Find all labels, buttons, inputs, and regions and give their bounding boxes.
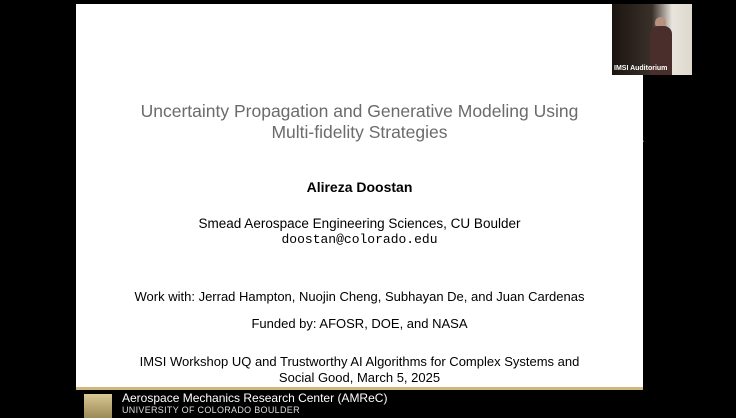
title-line-2: Multi-fidelity Strategies — [271, 122, 448, 142]
university-name: UNIVERSITY OF COLORADO BOULDER — [122, 405, 300, 415]
slide-footer — [76, 387, 643, 418]
mouse-cursor-icon: ➤ — [637, 136, 645, 146]
speaker-video-thumbnail[interactable] — [612, 4, 692, 75]
title-line-1: Uncertainty Propagation and Generative Modeling Using — [140, 101, 579, 121]
author-name: Alireza Doostan — [306, 179, 413, 195]
cu-logo — [84, 394, 112, 418]
funding: Funded by: AFOSR, DOE, and NASA — [251, 316, 468, 331]
center-name: Aerospace Mechanics Research Center (AMReC) — [122, 391, 388, 405]
workshop-info — [76, 354, 643, 386]
slide-title — [76, 101, 643, 143]
presentation-slide — [76, 4, 643, 418]
affiliation: Smead Aerospace Engineering Sciences, CU Boulder — [198, 216, 521, 231]
workshop-line-1: IMSI Workshop UQ and Trustworthy AI Algorithms for Complex Systems and — [139, 354, 580, 369]
email: doostan@colorado.edu — [281, 232, 438, 247]
camera-label: IMSI Auditorium — [614, 65, 668, 72]
collaborators: Work with: Jerrad Hampton, Nuojin Cheng, Subhayan De, and Juan Cardenas — [134, 289, 585, 304]
workshop-line-2: Social Good, March 5, 2025 — [278, 370, 441, 385]
